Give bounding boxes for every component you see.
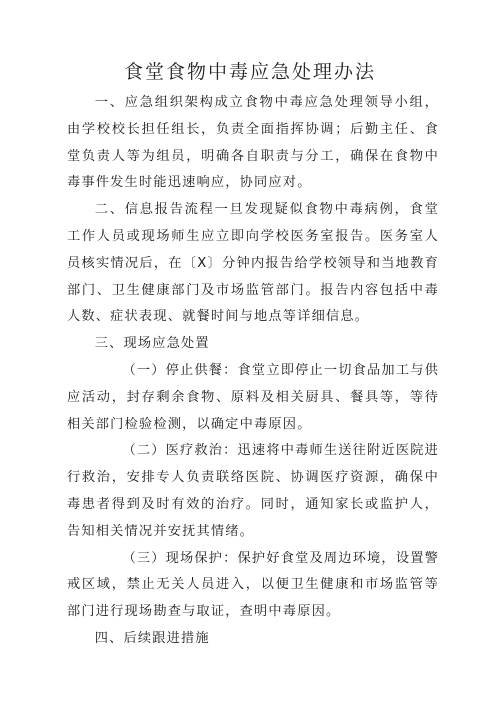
section-heading-follow-up: 四、后续跟进措施 xyxy=(94,630,210,646)
document-body xyxy=(67,90,439,653)
paragraph-stop-meals: （一）停止供餐：食堂立即停止一切食品加工与供应活动，封存剩余食物、原料及相关厨具、餐具等，等待相关部门检验检测，以确定中毒原因。 xyxy=(67,362,439,432)
paragraph-reporting: 二、信息报告流程一旦发现疑似食物中毒病例，食堂工作人员或现场师生应立即向学校医务室报告。医务室人员核实情况后，在〔X〕分钟内报告给学校领导和当地教育部门、卫生健康部门及市场监管部门。报告内容包括中毒人数、症状表现、就餐时间与地点等详细信息。 xyxy=(67,202,439,325)
paragraph-scene-protection: （三）现场保护：保护好食堂及周边环境，设置警戒区域，禁止无关人员进入，以便卫生健康和市场监管等部门进行现场勘查与取证，查明中毒原因。 xyxy=(67,550,439,620)
section-heading-onsite-response: 三、现场应急处置 xyxy=(94,336,210,352)
paragraph-organization: 一、应急组织架构成立食物中毒应急处理领导小组，由学校校长担任组长，负责全面指挥协调；后勤主任、食堂负责人等为组员，明确各自职责与分工，确保在食物中毒事件发生时能迅速响应，协同应对。 xyxy=(67,95,439,191)
document-title: 食堂食物中毒应急处理办法 xyxy=(123,61,376,83)
paragraph-medical-treatment: （二）医疗救治：迅速将中毒师生送往附近医院进行救治，安排专人负责联络医院、协调医疗资源，确保中毒患者得到及时有效的治疗。同时，通知家长或监护人，告知相关情况并安抚其情绪。 xyxy=(67,443,439,539)
